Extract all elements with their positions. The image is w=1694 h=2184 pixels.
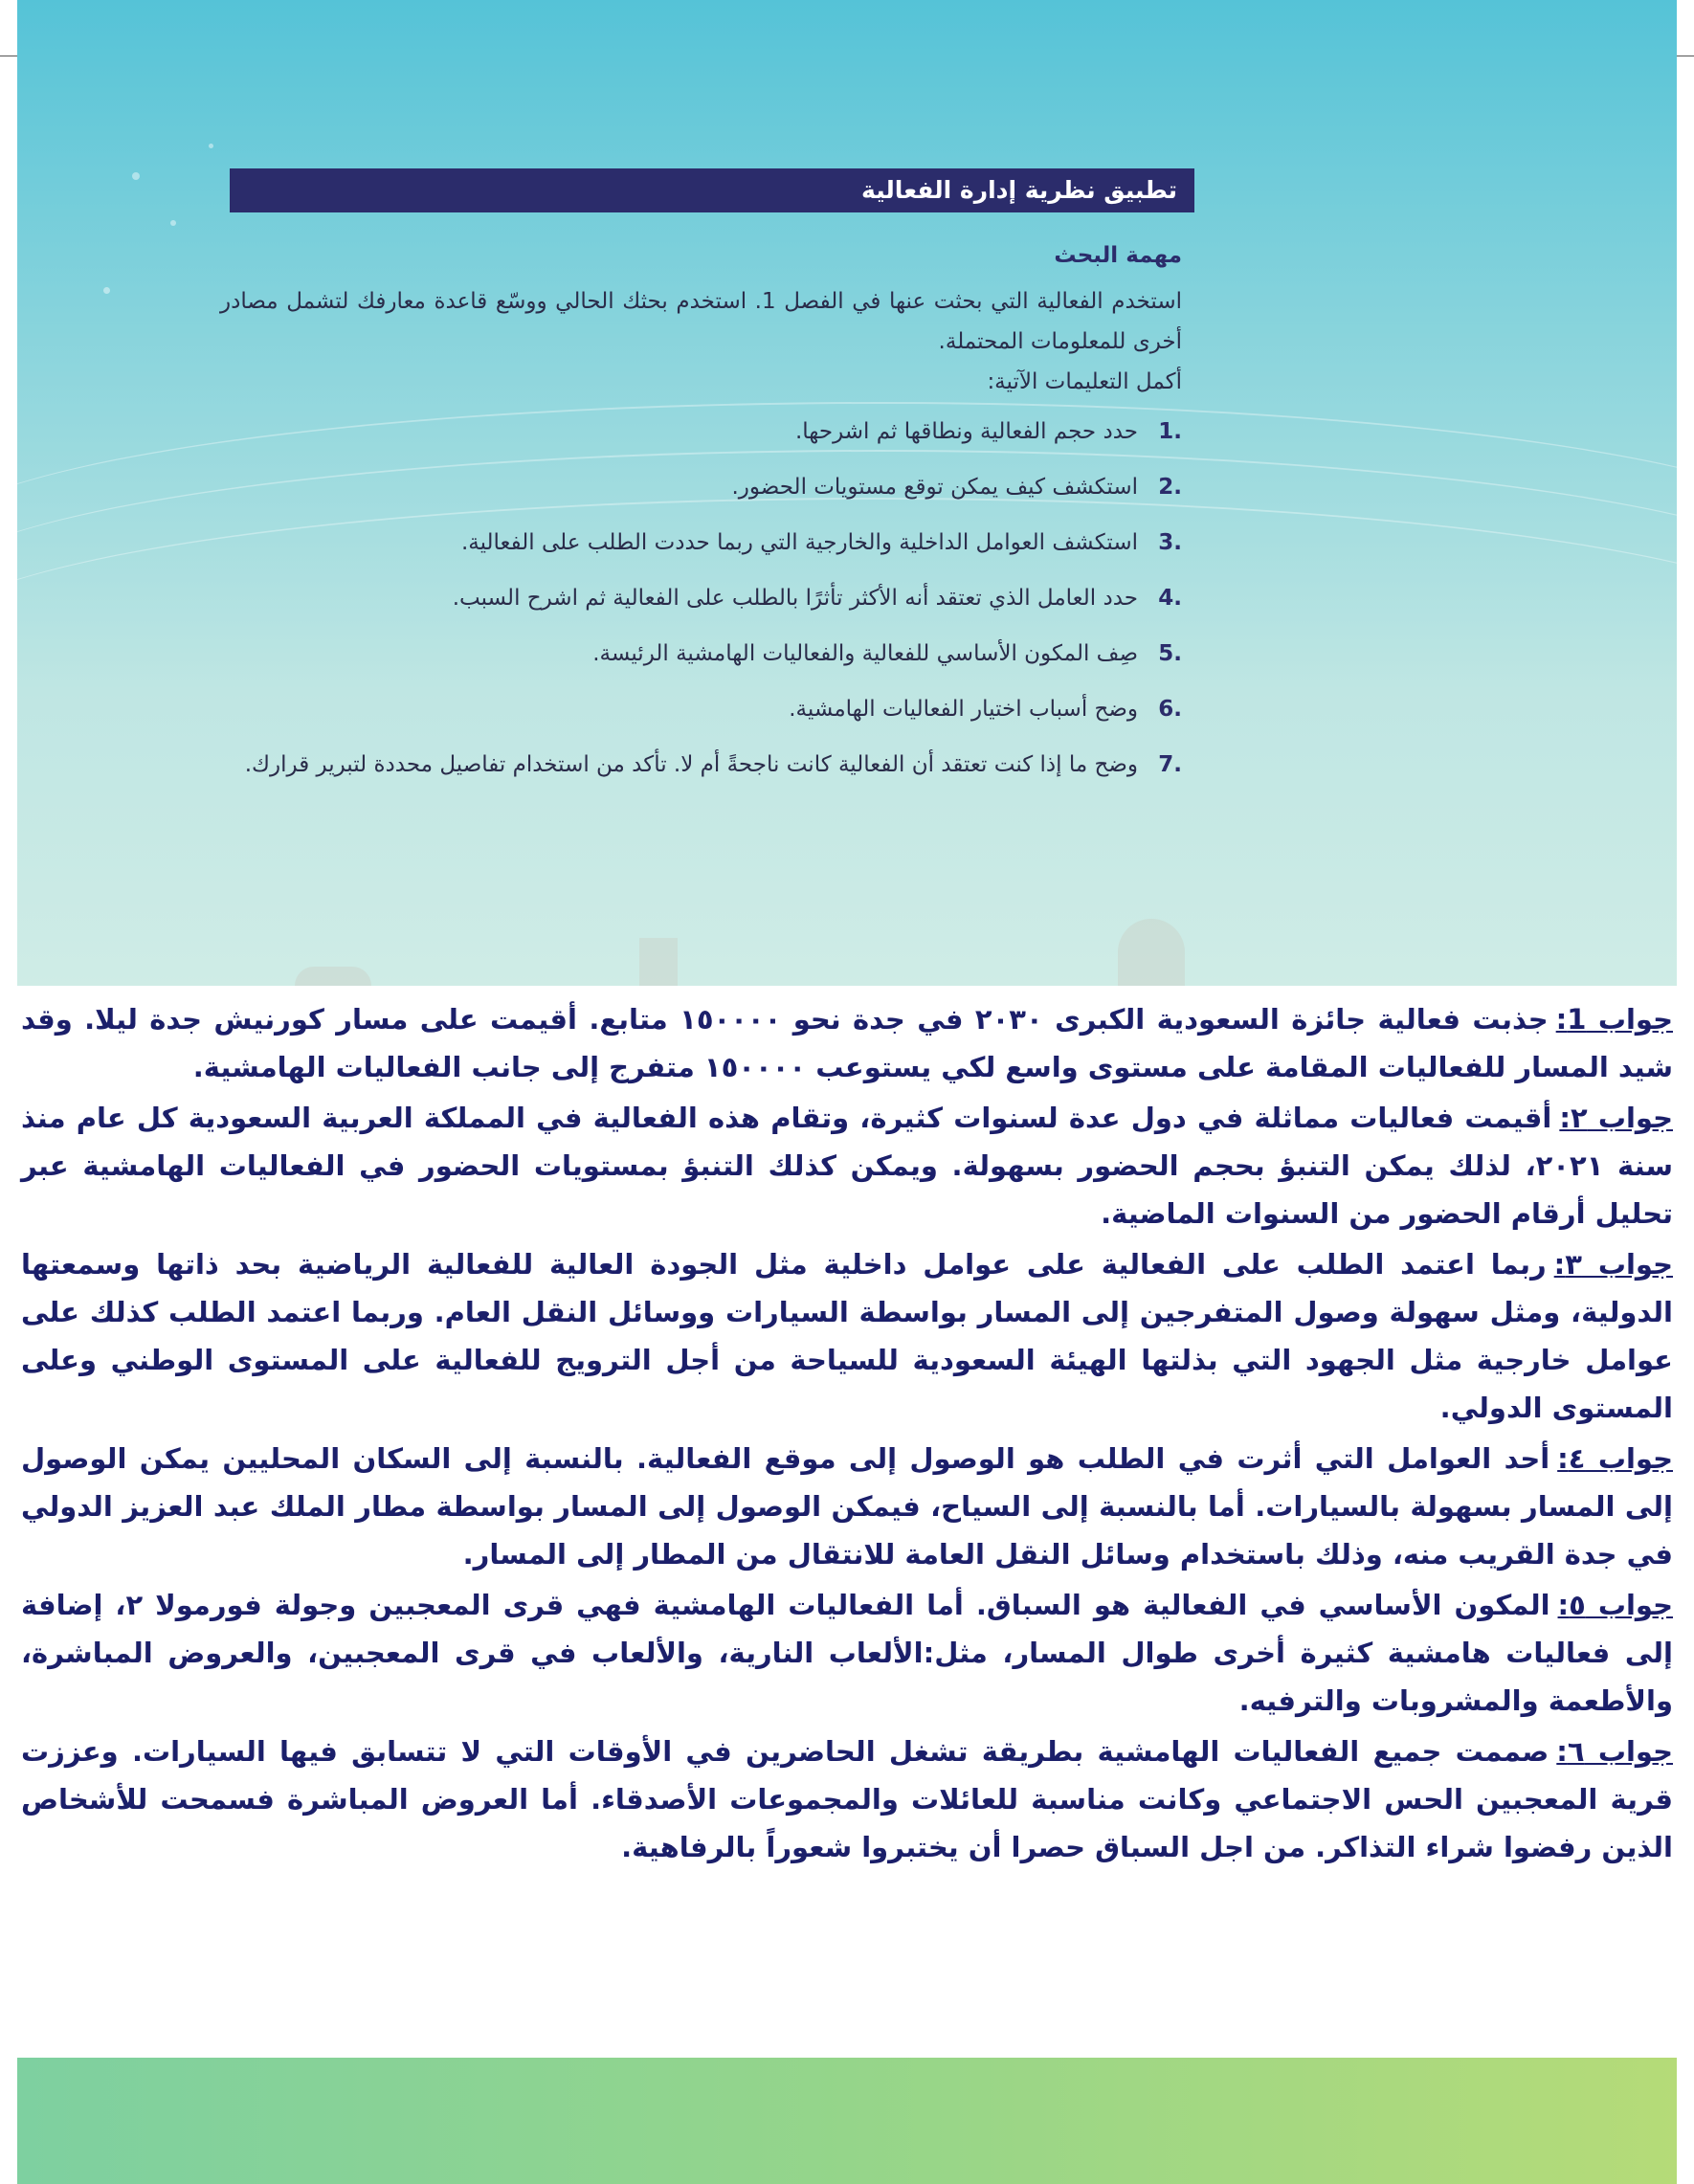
list-item: [220, 576, 1182, 621]
answer-text: ربما اعتمد الطلب على الفعالية على عوامل داخلية مثل الجودة العالية للفعالية الرياضية بحد ذاتها وسمعتها الدولية، ومثل سهولة وصول المتفرجين إلى المسار بواسطة السيارات ووسائل النقل العام. وربما اعتمد الطلب كذلك على عوامل خارجية مثل الجهود التي بذلتها الهيئة السعودية للسياحة من أجل الترويج للفعالية على المستوى الوطني وعلى المستوى الدولي.: [21, 1248, 1673, 1424]
answer-paragraph: [21, 1581, 1673, 1725]
step-number: 5.: [1158, 641, 1182, 666]
step-text: وضح ما إذا كنت تعتقد أن الفعالية كانت ناجحةً أم لا. تأكد من استخدام تفاصيل محددة لتبرير قرارك.: [244, 752, 1138, 777]
task-intro: استخدم الفعالية التي بحثت عنها في الفصل 1. استخدم بحثك الحالي ووسّع قاعدة معارفك لتشمل مصادر أخرى للمعلومات المحتملة.: [220, 289, 1182, 354]
task-title: مهمة البحث: [1054, 243, 1182, 268]
answers-section: [21, 995, 1673, 1874]
footer-band: [17, 2058, 1677, 2184]
decorative-dot: [103, 287, 110, 294]
step-text: صِف المكون الأساسي للفعالية والفعاليات الهامشية الرئيسة.: [592, 641, 1138, 666]
answer-label: جواب ٦:: [1556, 1735, 1674, 1768]
steps-list: [220, 410, 1182, 788]
step-text: استكشف كيف يمكن توقع مستويات الحضور.: [731, 475, 1138, 500]
decorative-dot: [170, 220, 176, 226]
answer-text: أحد العوامل التي أثرت في الطلب هو الوصول إلى موقع الفعالية. بالنسبة إلى السكان المحليين يمكن الوصول إلى المسار بسهولة بالسيارات. أما بالنسبة إلى السياح، فيمكن الوصول إلى المسار بواسطة مطار الملك عبد العزيز الدولي في جدة القريب منه، وذلك باستخدام وسائل النقل العامة للانتقال من المطار إلى المسار.: [21, 1442, 1673, 1571]
list-item: [220, 687, 1182, 732]
step-text: حدد حجم الفعالية ونطاقها ثم اشرحها.: [794, 419, 1138, 444]
section-heading: تطبيق نظرية إدارة الفعالية: [230, 168, 1194, 212]
list-item: [220, 521, 1182, 566]
list-item: [220, 410, 1182, 455]
step-number: 6.: [1158, 697, 1182, 722]
answer-text: المكون الأساسي في الفعالية هو السباق. أما الفعاليات الهامشية فهي قرى المعجبين وجولة فورمولا ٢، إضافة إلى فعاليات هامشية كثيرة أخرى طوال المسار، مثل:الألعاب النارية، والألعاب في قرى المعجبين، والعروض المباشرة، والأطعمة والمشروبات والترفيه.: [21, 1589, 1673, 1717]
research-task: [220, 235, 1182, 798]
answer-paragraph: [21, 1240, 1673, 1432]
answer-paragraph: [21, 1435, 1673, 1578]
decorative-building-silhouette: [1118, 919, 1185, 986]
step-text: حدد العامل الذي تعتقد أنه الأكثر تأثرًا بالطلب على الفعالية ثم اشرح السبب.: [452, 586, 1138, 611]
answer-paragraph: [21, 1094, 1673, 1237]
answer-label: جواب 1:: [1555, 1003, 1673, 1036]
answer-text: صممت جميع الفعاليات الهامشية بطريقة تشغل الحاضرين في الأوقات التي لا تتسابق فيها السيارات. وعززت قرية المعجبين الحس الاجتماعي وكانت مناسبة للعائلات والمجموعات الأصدقاء. أما العروض المباشرة فسمحت للأشخاص الذين رفضوا شراء التذاكر. من اجل السباق حصرا أن يختبروا شعوراً بالرفاهية.: [21, 1735, 1673, 1863]
step-number: 3.: [1158, 530, 1182, 555]
list-item: [220, 743, 1182, 788]
decorative-dot: [132, 172, 140, 180]
answer-text: أقيمت فعاليات مماثلة في دول عدة لسنوات كثيرة، وتقام هذه الفعالية في المملكة العربية السعودية كل عام منذ سنة ٢٠٢١، لذلك يمكن التنبؤ بحجم الحضور بسهولة. ويمكن كذلك التنبؤ بمستويات الحضور في الفعاليات الهامشية عبر تحليل أرقام الحضور من السنوات الماضية.: [21, 1102, 1673, 1230]
instructions-label: أكمل التعليمات الآتية:: [987, 369, 1182, 394]
step-number: 7.: [1158, 752, 1182, 777]
step-number: 4.: [1158, 586, 1182, 611]
answer-paragraph: [21, 1727, 1673, 1871]
answer-label: جواب ٣:: [1553, 1248, 1673, 1281]
decorative-building-silhouette: [295, 967, 371, 986]
answer-label: جواب ٥:: [1557, 1589, 1673, 1621]
list-item: [220, 632, 1182, 677]
answer-label: جواب ٢:: [1559, 1102, 1673, 1134]
decorative-dot: [209, 144, 213, 148]
list-item: [220, 465, 1182, 510]
answer-label: جواب ٤:: [1557, 1442, 1673, 1475]
step-number: 1.: [1158, 419, 1182, 444]
decorative-building-silhouette: [639, 938, 678, 986]
step-number: 2.: [1158, 475, 1182, 500]
step-text: وضح أسباب اختيار الفعاليات الهامشية.: [789, 697, 1138, 722]
answer-paragraph: [21, 995, 1673, 1091]
step-text: استكشف العوامل الداخلية والخارجية التي ربما حددت الطلب على الفعالية.: [460, 530, 1138, 555]
answer-text: جذبت فعالية جائزة السعودية الكبرى ٢٠٣٠ في جدة نحو ١٥٠٠٠٠ متابع. أقيمت على مسار كورنيش جدة ليلا. وقد شيد المسار للفعاليات المقامة على مستوى واسع لكي يستوعب ١٥٠٠٠٠ متفرج إلى جانب الفعاليات الهامشية.: [21, 1003, 1673, 1083]
